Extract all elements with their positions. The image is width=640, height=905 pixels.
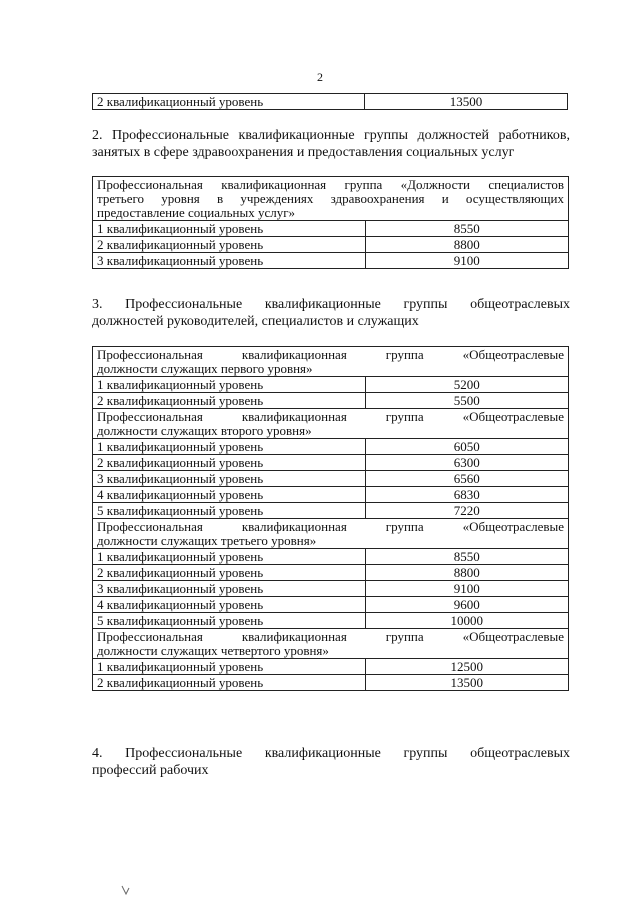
qualification-level-cell: 5 квалификационный уровень [93,503,366,519]
qualification-level-cell: 1 квалификационный уровень [93,549,366,565]
table-row [93,221,569,237]
table-row [93,487,569,503]
table-row [93,565,569,581]
table-row [93,549,569,565]
qualification-level-cell: 3 квалификационный уровень [93,253,366,269]
table-row [93,94,568,110]
group-header-row [93,409,569,439]
general-positions-salary-table [92,346,569,691]
page-number: 2 [317,70,323,84]
qualification-level-cell: 2 квалификационный уровень [93,393,366,409]
section-4-heading-line-2: профессий рабочих [92,763,209,778]
table-row [93,675,569,691]
salary-value-cell: 8550 [365,221,568,237]
group-title-line-1: Профессиональная квалификационная группа «Должности специалистов [97,177,564,192]
salary-value-cell: 6560 [365,471,568,487]
group-title-line-1: Профессиональная квалификационная группа «Общеотраслевые [97,347,564,362]
section-3-heading-line-1: 3. Профессиональные квалификационные группы общеотраслевых [92,297,570,312]
section-3-heading [92,296,570,330]
salary-value-cell: 8800 [365,237,568,253]
qualification-level-cell: 3 квалификационный уровень [93,471,366,487]
table-row [93,377,569,393]
qualification-level-cell: 2 квалификационный уровень [93,237,366,253]
healthcare-salary-table [92,176,569,269]
salary-value-cell: 10000 [365,613,568,629]
group-title-line-2: должности служащих второго уровня» [97,423,312,438]
table-row [93,581,569,597]
group-title-line-1: Профессиональная квалификационная группа «Общеотраслевые [97,519,564,534]
salary-value-cell: 12500 [365,659,568,675]
salary-value-cell: 5500 [365,393,568,409]
section-2-heading [92,127,570,161]
qualification-level-cell: 4 квалификационный уровень [93,597,366,613]
qualification-group-cell [93,347,569,377]
group-title-line-3: предоставление социальных услуг» [97,205,296,220]
section-4-heading [92,745,570,779]
qualification-level-cell: 5 квалификационный уровень [93,613,366,629]
group-header-row [93,519,569,549]
qualification-level-cell: 2 квалификационный уровень [93,565,366,581]
group-title-line-1: Профессиональная квалификационная группа «Общеотраслевые [97,629,564,644]
table-row [93,439,569,455]
table-row [93,455,569,471]
salary-value-cell: 9100 [365,581,568,597]
salary-value-cell: 9600 [365,597,568,613]
qualification-group-cell [93,177,569,221]
salary-value-cell: 8800 [365,565,568,581]
salary-value-cell: 5200 [365,377,568,393]
qualification-level-cell: 3 квалификационный уровень [93,581,366,597]
qualification-group-cell [93,519,569,549]
table-row [93,613,569,629]
salary-value-cell: 6050 [365,439,568,455]
scan-mark-icon [120,884,134,898]
group-title-line-2: третьего уровня в учреждениях здравоохранения и осуществляющих [97,191,564,206]
qualification-level-cell: 2 квалификационный уровень [93,455,366,471]
salary-value-cell: 9100 [365,253,568,269]
section-2-heading-line-2: занятых в сфере здравоохранения и предоставления социальных услуг [92,145,515,160]
qualification-level-cell: 1 квалификационный уровень [93,377,366,393]
group-title-line-2: должности служащих третьего уровня» [97,533,317,548]
table-row [93,393,569,409]
salary-value-cell: 8550 [365,549,568,565]
qualification-level-cell: 2 квалификационный уровень [93,675,366,691]
group-title-line-2: должности служащих первого уровня» [97,361,313,376]
salary-value-cell: 13500 [365,94,568,110]
section-3-heading-line-2: должностей руководителей, специалистов и служащих [92,314,419,329]
group-title-line-1: Профессиональная квалификационная группа «Общеотраслевые [97,409,564,424]
qualification-level-cell: 4 квалификационный уровень [93,487,366,503]
qualification-level-cell: 1 квалификационный уровень [93,659,366,675]
group-header-row [93,177,569,221]
group-header-row [93,629,569,659]
salary-value-cell: 6300 [365,455,568,471]
salary-value-cell: 13500 [365,675,568,691]
qualification-level-cell: 1 квалификационный уровень [93,439,366,455]
salary-table-continuation [92,93,568,110]
salary-value-cell: 7220 [365,503,568,519]
qualification-level-cell: 1 квалификационный уровень [93,221,366,237]
section-4-heading-line-1: 4. Профессиональные квалификационные группы общеотраслевых [92,746,570,761]
group-title-line-2: должности служащих четвертого уровня» [97,643,329,658]
salary-value-cell: 6830 [365,487,568,503]
section-2-heading-line-1: 2. Профессиональные квалификационные группы должностей работников, [92,128,570,143]
table-row [93,659,569,675]
table-row [93,237,569,253]
table-row [93,503,569,519]
qualification-level-cell: 2 квалификационный уровень [93,94,365,110]
table-row [93,597,569,613]
table-row [93,471,569,487]
table-row [93,253,569,269]
qualification-group-cell [93,409,569,439]
qualification-group-cell [93,629,569,659]
group-header-row [93,347,569,377]
